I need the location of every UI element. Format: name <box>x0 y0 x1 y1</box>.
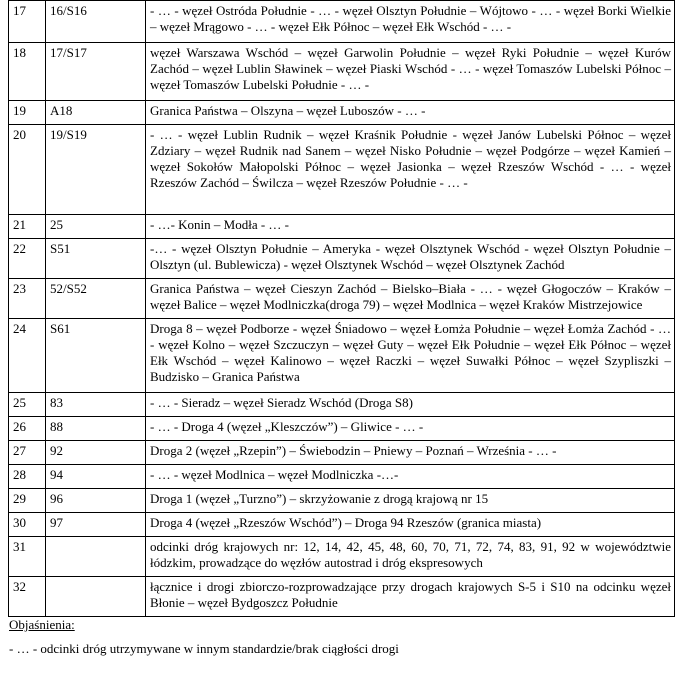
table-row <box>9 537 675 577</box>
road-number-cell: 16/S16 <box>46 1 146 43</box>
road-number-cell: 94 <box>46 465 146 489</box>
road-number-cell: S51 <box>46 239 146 279</box>
road-number-cell: 17/S17 <box>46 43 146 101</box>
road-section-cell: -… - węzeł Olsztyn Południe – Ameryka - węzeł Olsztynek Wschód - węzeł Olsztyn Południe – Olsztyn (ul. Bublewicza) - węzeł Olsztynek Wschód – węzeł Olsztynek Zachód <box>146 239 675 279</box>
road-section-cell: Droga 4 (węzeł „Rzeszów Wschód”) – Droga 94 Rzeszów (granica miasta) <box>146 513 675 537</box>
row-number-cell: 18 <box>9 43 46 101</box>
row-number-cell: 21 <box>9 215 46 239</box>
road-number-cell: 25 <box>46 215 146 239</box>
table-row <box>9 319 675 393</box>
table-row <box>9 1 675 43</box>
table-row <box>9 441 675 465</box>
row-number-cell: 30 <box>9 513 46 537</box>
row-number-cell: 29 <box>9 489 46 513</box>
row-number-cell: 25 <box>9 393 46 417</box>
notes-title: Objaśnienia: <box>9 617 75 632</box>
road-section-cell: - … - węzeł Modlnica – węzeł Modlniczka -…- <box>146 465 675 489</box>
road-section-cell: Droga 1 (węzeł „Turzno”) – skrzyżowanie z drogą krajową nr 15 <box>146 489 675 513</box>
road-number-cell: A18 <box>46 101 146 125</box>
table-row <box>9 489 675 513</box>
road-section-cell: - … - węzeł Ostróda Południe - … - węzeł Olsztyn Południe – Wójtowo - … - węzeł Borki Wielkie – węzeł Mrągowo - … - węzeł Ełk Północ – węzeł Ełk Wschód - … - <box>146 1 675 43</box>
table-row <box>9 417 675 441</box>
notes-section <box>9 617 399 657</box>
road-number-cell: S61 <box>46 319 146 393</box>
road-number-cell: 83 <box>46 393 146 417</box>
road-number-cell: 96 <box>46 489 146 513</box>
road-section-cell: - … - węzeł Lublin Rudnik – węzeł Kraśnik Południe - węzeł Janów Lubelski Północ – węzeł Zdziary – węzeł Rudnik nad Sanem – węzeł Nisko Południe – węzeł Podgórze – węzeł Kamień – węzeł Sokołów Małopolski Północ – węzeł Jasionka – węzeł Rzeszów Wschód - … - węzeł Rzeszów Zachód – Świlcza – węzeł Rzeszów Południe - … - <box>146 125 675 215</box>
road-number-cell: 97 <box>46 513 146 537</box>
table-row <box>9 279 675 319</box>
row-number-cell: 20 <box>9 125 46 215</box>
road-section-cell: - … - Droga 4 (węzeł „Kleszczów”) – Gliwice - … - <box>146 417 675 441</box>
roads-table-body <box>9 1 675 617</box>
row-number-cell: 19 <box>9 101 46 125</box>
road-number-cell <box>46 537 146 577</box>
road-section-cell: odcinki dróg krajowych nr: 12, 14, 42, 45, 48, 60, 70, 71, 72, 74, 83, 91, 92 w województwie łódzkim, prowadzące do węzłów autostrad i dróg ekspresowych <box>146 537 675 577</box>
row-number-cell: 17 <box>9 1 46 43</box>
road-number-cell: 19/S19 <box>46 125 146 215</box>
row-number-cell: 28 <box>9 465 46 489</box>
table-row <box>9 577 675 617</box>
road-number-cell: 52/S52 <box>46 279 146 319</box>
row-number-cell: 32 <box>9 577 46 617</box>
table-row <box>9 239 675 279</box>
table-row <box>9 465 675 489</box>
row-number-cell: 31 <box>9 537 46 577</box>
road-section-cell: węzeł Warszawa Wschód – węzeł Garwolin Południe – węzeł Ryki Południe – węzeł Kurów Zachód – węzeł Lublin Sławinek – węzeł Piaski Wschód - … - węzeł Tomaszów Lubelski Północ – węzeł Tomaszów Lubelski Południe - … - <box>146 43 675 101</box>
road-section-cell: Granica Państwa – Olszyna – węzeł Luboszów - … - <box>146 101 675 125</box>
table-row <box>9 215 675 239</box>
table-row <box>9 125 675 215</box>
table-row <box>9 101 675 125</box>
row-number-cell: 22 <box>9 239 46 279</box>
table-row <box>9 513 675 537</box>
table-row <box>9 393 675 417</box>
roads-table <box>8 0 675 617</box>
road-section-cell: Droga 8 – węzeł Podborze - węzeł Śniadowo – węzeł Łomża Południe – węzeł Łomża Zachód - … - węzeł Kolno – węzeł Szczuczyn – węzeł Guty – węzeł Ełk Południe – węzeł Ełk Północ – węzeł Ełk Wschód – węzeł Kalinowo – węzeł Raczki – węzeł Suwałki Północ – węzeł Szypliszki – Budzisko – Granica Państwa <box>146 319 675 393</box>
road-number-cell: 92 <box>46 441 146 465</box>
road-section-cell: Granica Państwa – węzeł Cieszyn Zachód – Bielsko–Biała - … - węzeł Głogoczów – Kraków – węzeł Balice – węzeł Modlniczka(droga 79) – węzeł Modlnica – węzeł Kraków Mistrzejowice <box>146 279 675 319</box>
road-number-cell <box>46 577 146 617</box>
road-section-cell: łącznice i drogi zbiorczo-rozprowadzające przy drogach krajowych S-5 i S10 na odcinku węzeł Błonie – węzeł Bydgoszcz Południe <box>146 577 675 617</box>
road-section-cell: - … - Sieradz – węzeł Sieradz Wschód (Droga S8) <box>146 393 675 417</box>
road-number-cell: 88 <box>46 417 146 441</box>
notes-legend: - … - odcinki dróg utrzymywane w innym standardzie/brak ciągłości drogi <box>9 641 399 656</box>
road-section-cell: - …- Konin – Modła - … - <box>146 215 675 239</box>
road-section-cell: Droga 2 (węzeł „Rzepin”) – Świebodzin – Pniewy – Poznań – Września - … - <box>146 441 675 465</box>
row-number-cell: 26 <box>9 417 46 441</box>
row-number-cell: 23 <box>9 279 46 319</box>
table-row <box>9 43 675 101</box>
row-number-cell: 27 <box>9 441 46 465</box>
row-number-cell: 24 <box>9 319 46 393</box>
